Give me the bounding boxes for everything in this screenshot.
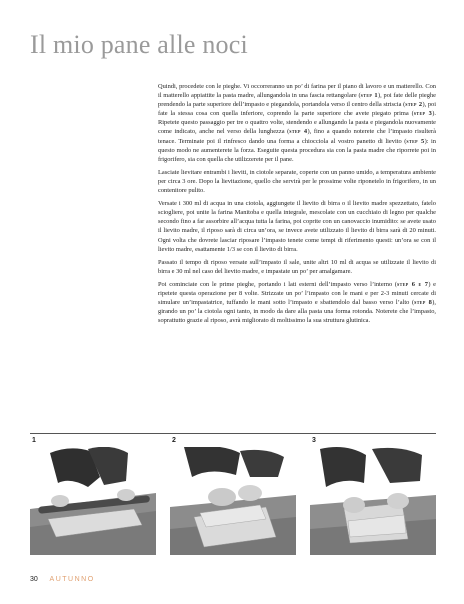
text-run: Versate i 300 ml di acqua in una ciotola, aggiungete il lievito di birra o il lievito madre spezzettato, fatelo sciogliere, poi unite la farina Manitoba e quella integrale, mescolate con un cucchiaio di legno per qualche secondo fino a far assorbire all’acqua tutta la farina, poi coprite con un canovaccio inumidito: se avete usato il lievito madre, il riposo sarà di circa un’ora, se invece avete utilizzato il lievito di birra sarà di 20 minuti. Ogni volta che dovrete lasciar riposare l’impasto tenete come tempi di riferimento questi: un’ora se con il lievito madre, esattamente 1/3 se con il lievito di birra. xyxy=(158,200,436,253)
step-1-illustration xyxy=(30,437,156,555)
step-illustrations xyxy=(30,437,436,557)
paragraph-1 xyxy=(158,82,436,164)
text-run: ) e ripetete questa operazione per 8 volte. Strizzate un po’ l’impasto con le mani e per 2-3 minuti cercate di simulare un’impastatrice, tuffando le mani sotto l’impasto e sbattendolo dal basso verso l’alto ( xyxy=(158,280,437,307)
paragraph-5 xyxy=(158,280,436,325)
step-reference: step 3 xyxy=(413,110,433,118)
step-2-illustration xyxy=(170,437,296,555)
step-reference: step 5 xyxy=(406,137,425,145)
text-run: ), poi fate la stessa cosa con quella inferiore, coprendo la parte superiore che avete piegato prima ( xyxy=(158,101,436,118)
step-3-illustration xyxy=(310,437,436,555)
step-reference: step 2 xyxy=(405,101,423,109)
text-run: ), girando un po’ la ciotola ogni tanto, in modo da dare alla pasta una forma rotonda. Noterete che l’impasto, soprattutto grazie al riposo, avrà migliorato di moltissimo la sua struttura glutinica. xyxy=(158,299,436,325)
text-run: ). Ripetete questo passaggio per tre o quattro volte, stendendo e allungando la pasta e piegandola nuovamente come indicato, anche nel verso della lunghezza ( xyxy=(158,110,436,136)
text-run: Quindi, procedete con le pieghe. Vi occorreranno un po’ di farina per il piano di lavoro e un matterello. Con il matterello appiattite la pasta madre, allungandola in una fascia rettangolare ( xyxy=(158,83,436,100)
step-number: 1 xyxy=(32,437,36,444)
step-reference: step 4 xyxy=(289,128,308,136)
divider xyxy=(30,433,436,434)
text-run: ), fino a quando noterete che l’impasto risulterà tenace. Terminate poi il rinfresco dando una forma a chiocciola al vostro panetto di lievito ( xyxy=(158,128,436,145)
step-number: 3 xyxy=(312,437,316,444)
text-run: Lasciate lievitare entrambi i lieviti, in ciotole separate, coperte con un panno umido, a temperatura ambiente per circa 3 ore. Dopo la lievitazione, quello che servirà per le prossime volte riponetelo in frigorifero, in un contenitore pulito. xyxy=(158,168,436,195)
step-reference: step 1 xyxy=(360,92,379,100)
rolling-dough-drawing xyxy=(30,447,156,555)
paragraph-2 xyxy=(158,168,436,195)
page-footer xyxy=(30,575,95,583)
step-reference: step 6 e 7 xyxy=(397,280,429,288)
folding-top-drawing xyxy=(170,447,296,555)
page-title: Il mio pane alle noci xyxy=(30,30,248,59)
folding-bottom-drawing xyxy=(310,447,436,555)
step-number: 2 xyxy=(172,437,176,444)
section-name: AUTUNNO xyxy=(49,576,95,583)
paragraph-4 xyxy=(158,258,436,276)
page-number: 30 xyxy=(30,576,38,583)
recipe-body xyxy=(158,82,436,329)
text-run: Poi cominciate con le prime pieghe, portando i lati esterni dell’impasto verso l’interno ( xyxy=(158,280,398,288)
step-reference: step 8 xyxy=(414,299,433,307)
text-run: Passato il tempo di riposo versate sull’impasto il sale, unite altri 10 ml di acqua se utilizzate il lievito di birra e 30 ml nel caso del lievito madre, e impastate un po’ per amalgamare. xyxy=(158,258,436,275)
paragraph-3 xyxy=(158,199,436,254)
text-run: ), poi fate delle pieghe prendendo la parte superiore dell’impasto e piegandola, portandola verso il centro della striscia ( xyxy=(158,92,436,109)
text-run: ): in questo modo ne aumenterete la forza. Eseguite questa procedura sia con la pasta madre che riporrete poi in frigorifero, sia con quella che utilizzerete per il pane. xyxy=(158,137,436,163)
